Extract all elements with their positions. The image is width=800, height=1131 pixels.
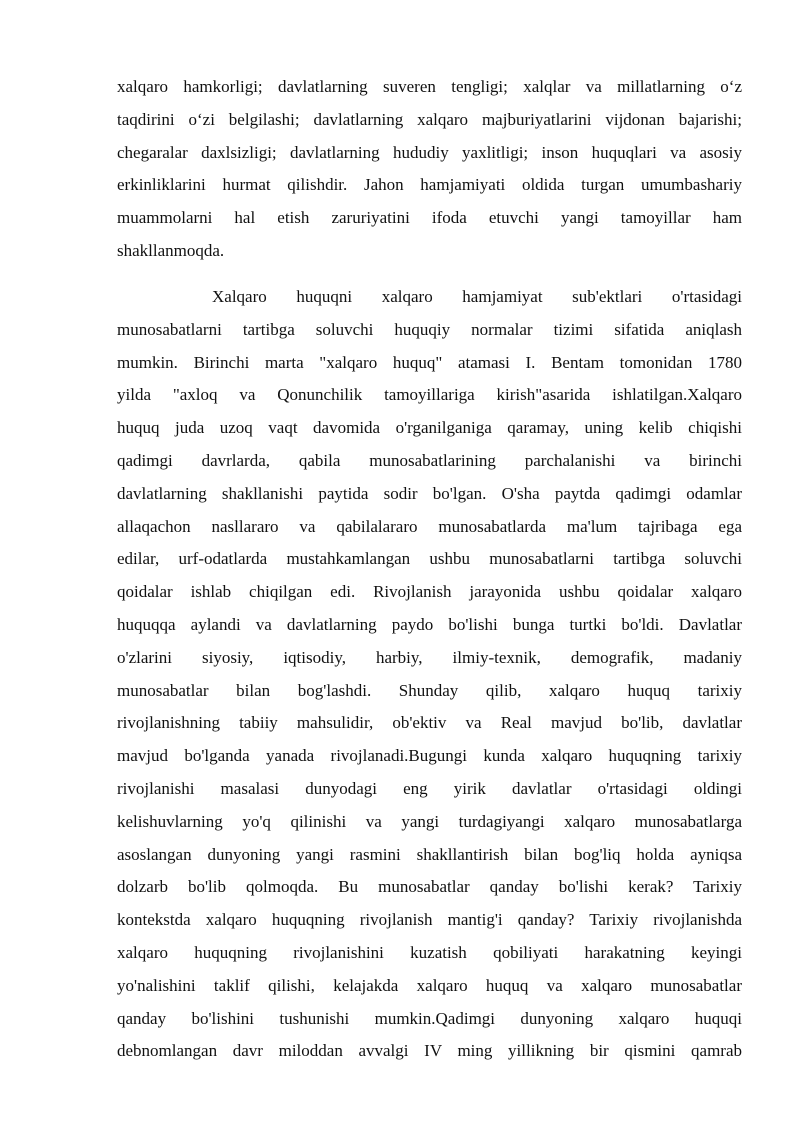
text-line: xalqaro huquqning rivojlanishini kuzatish qobiliyati harakatning keyingi [117,942,742,962]
text-line: qadimgi davrlarda, qabila munosabatlarining parchalanishi va birinchi [117,450,742,470]
text-line: qoidalar ishlab chiqilgan edi. Rivojlanish jarayonida ushbu qoidalar xalqaro [117,582,742,602]
text-line: muammolarni hal etish zaruriyatini ifoda etuvchi yangi tamoyillar ham [117,208,742,228]
text-line: allaqachon nasllararo va qabilalararo munosabatlarda ma'lum tajribaga ega [117,516,742,536]
text-line: munosabatlarni tartibga soluvchi huquqiy normalar tizimi sifatida aniqlash [117,319,742,339]
text-line: asoslangan dunyoning yangi rasmini shakllantirish bilan bog'liq holda ayniqsa [117,844,742,864]
text-line: davlatlarning shakllanishi paytida sodir bo'lgan. O'sha paytda qadimgi odamlar [117,483,742,503]
text-line: taqdirini o‘zi belgilashi; davlatlarning xalqaro majburiyatlarini vijdonan bajarishi; [117,109,742,129]
text-line: rivojlanishi masalasi dunyodagi eng yirik davlatlar o'rtasidagi oldingi [117,778,742,798]
text-line: huquq juda uzoq vaqt davomida o'rganilganiga qaramay, uning kelib chiqishi [117,418,742,438]
text-line: o'zlarini siyosiy, iqtisodiy, harbiy, ilmiy-texnik, demografik, madaniy [117,647,742,667]
text-line: huquqqa aylandi va davlatlarning paydo bo'lishi bunga turtki bo'ldi. Davlatlar [117,614,742,634]
text-line: edilar, urf-odatlarda mustahkamlangan ushbu munosabatlarni tartibga soluvchi [117,549,742,569]
text-line: shakllanmoqda. [117,240,225,260]
text-line: Xalqaro huquqni xalqaro hamjamiyat sub'ektlari o'rtasidagi [212,287,742,306]
text-line: xalqaro hamkorligi; davlatlarning suveren tengligi; xalqlar va millatlarning o‘z [117,77,742,96]
text-line: yilda "axloq va Qonunchilik tamoyillariga kirish"asarida ishlatilgan.Xalqaro [117,385,742,405]
text-line: mavjud bo'lganda yanada rivojlanadi.Bugungi kunda xalqaro huquqning tarixiy [117,746,742,766]
text-line: chegaralar daxlsizligi; davlatlarning hududiy yaxlitligi; inson huquqlari va asosiy [117,142,742,162]
text-line: munosabatlar bilan bog'lashdi. Shunday qilib, xalqaro huquq tarixiy [117,680,742,700]
text-line: rivojlanishning tabiiy mahsulidir, ob'ektiv va Real mavjud bo'lib, davlatlar [117,713,742,733]
paragraph-2 [117,281,742,1068]
text-line: mumkin. Birinchi marta "xalqaro huquq" atamasi I. Bentam tomonidan 1780 [117,352,742,372]
text-line: kontekstda xalqaro huquqning rivojlanish mantig'i qanday? Tarixiy rivojlanishda [117,910,742,930]
text-line: yo'nalishini taklif qilishi, kelajakda xalqaro huquq va xalqaro munosabatlar [117,975,742,995]
paragraph-1 [117,71,742,268]
text-line: qanday bo'lishini tushunishi mumkin.Qadimgi dunyoning xalqaro huquqi [117,1008,742,1028]
text-line: debnomlangan davr miloddan avvalgi IV ming yillikning bir qismini qamrab [117,1041,742,1061]
text-line: erkinliklarini hurmat qilishdir. Jahon hamjamiyati oldida turgan umumbashariy [117,175,742,195]
text-line: kelishuvlarning yo'q qilinishi va yangi turdagiyangi xalqaro munosabatlarga [117,811,742,831]
text-line: dolzarb bo'lib qolmoqda. Bu munosabatlar qanday bo'lishi kerak? Tarixiy [117,877,742,897]
